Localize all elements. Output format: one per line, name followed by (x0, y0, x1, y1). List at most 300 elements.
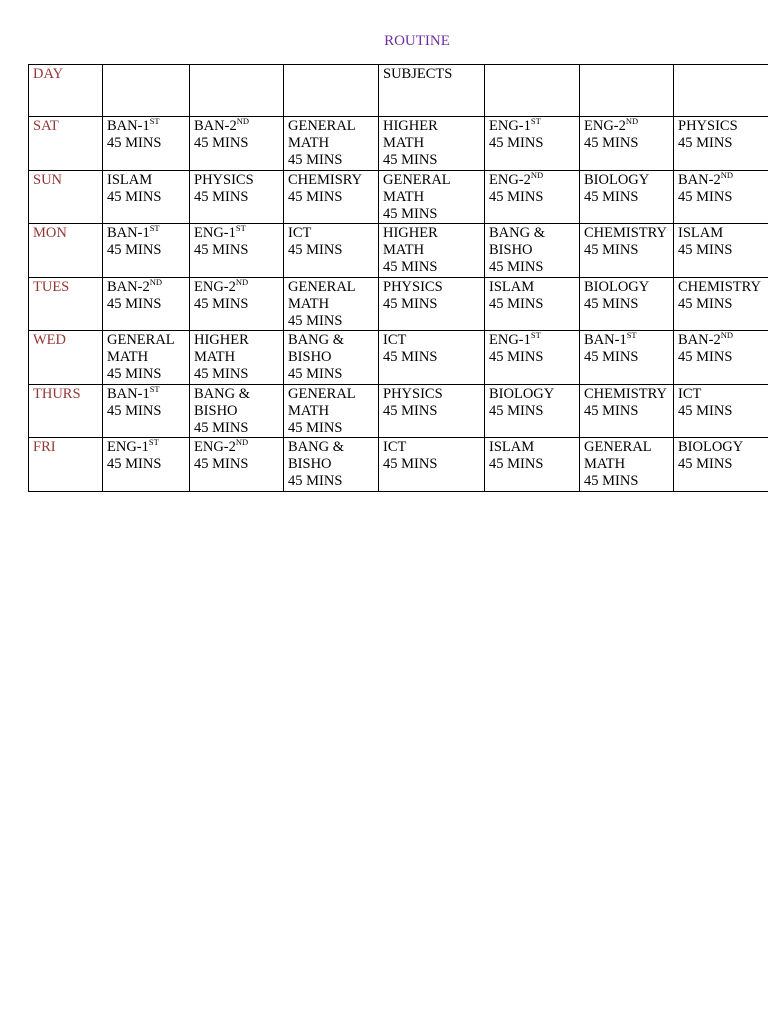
subject-cell (379, 224, 485, 278)
cell-line (107, 135, 185, 152)
cell-line (383, 439, 480, 456)
cell-text: 45 MINS (489, 456, 544, 472)
table-row (29, 277, 768, 331)
subject-cell (103, 170, 190, 224)
cell-text: 45 MINS (194, 456, 249, 472)
cell-line (383, 225, 480, 242)
cell-line (194, 349, 279, 366)
cell-line (107, 439, 185, 456)
cell-line (489, 456, 575, 473)
subject-cell (379, 438, 485, 492)
subject-cell (284, 384, 379, 438)
ordinal-suffix: ND (530, 170, 544, 180)
subject-cell (379, 117, 485, 171)
cell-text: 45 MINS (584, 473, 639, 489)
cell-line (678, 403, 768, 420)
cell-text: CHEMISTRY (584, 385, 667, 402)
cell-line (489, 189, 575, 206)
subject-cell (190, 170, 284, 224)
cell-line (489, 242, 575, 259)
cell-text: BAN-2 (678, 332, 721, 348)
subject-cell (674, 277, 768, 331)
day-label: MON (29, 224, 103, 278)
subject-cell (190, 438, 284, 492)
cell-line (288, 332, 374, 349)
cell-text: BAN-2 (678, 171, 721, 188)
cell-text: ENG-1 (194, 225, 236, 241)
cell-text: PHYSICS (383, 278, 443, 295)
cell-text: 45 MINS (107, 188, 162, 205)
day-column-header: DAY (29, 65, 103, 117)
cell-line (194, 135, 279, 152)
routine-table-body (29, 65, 768, 492)
cell-line (584, 189, 669, 206)
cell-line (678, 135, 768, 152)
cell-line (107, 403, 185, 420)
cell-text: BIOLOGY (584, 171, 650, 188)
subject-cell (284, 277, 379, 331)
subject-cell (379, 170, 485, 224)
cell-line (194, 420, 279, 437)
subject-cell (284, 170, 379, 224)
cell-line (383, 152, 480, 169)
cell-line (288, 135, 374, 152)
cell-text: ISLAM (489, 439, 535, 455)
ordinal-suffix: ST (149, 116, 160, 126)
cell-text: HIGHER (383, 225, 438, 241)
day-label: SUN (29, 170, 103, 224)
cell-text: PHYSICS (383, 385, 443, 402)
cell-line (194, 189, 279, 206)
table-row (29, 117, 768, 171)
cell-line (107, 279, 185, 296)
subject-cell (580, 170, 674, 224)
subject-cell (379, 384, 485, 438)
cell-line (489, 332, 575, 349)
cell-text: 45 MINS (194, 188, 249, 205)
cell-line (288, 456, 374, 473)
cell-text: BAN-1 (107, 118, 150, 134)
cell-text: PHYSICS (194, 171, 254, 188)
cell-text: ISLAM (107, 171, 153, 188)
cell-text: ICT (288, 225, 312, 241)
subject-cell (379, 331, 485, 385)
cell-text: GENERAL (288, 278, 356, 295)
routine-table (28, 64, 768, 492)
cell-line (107, 189, 185, 206)
cell-line (678, 296, 768, 313)
subject-cell (190, 331, 284, 385)
cell-line (383, 118, 480, 135)
cell-text: BISHO (489, 242, 533, 258)
header-cell (284, 65, 379, 117)
cell-text: 45 MINS (288, 242, 343, 258)
cell-text: 45 MINS (107, 242, 162, 258)
cell-line (584, 332, 669, 349)
cell-text: ENG-2 (584, 118, 626, 134)
cell-line (107, 332, 185, 349)
subject-cell (103, 438, 190, 492)
day-label: FRI (29, 438, 103, 492)
cell-line (194, 403, 279, 420)
cell-text: ICT (383, 439, 407, 455)
subject-cell (580, 224, 674, 278)
cell-line (678, 456, 768, 473)
cell-line (678, 242, 768, 259)
cell-text: 45 MINS (194, 242, 249, 258)
cell-text: MATH (383, 242, 425, 258)
subject-cell (674, 170, 768, 224)
cell-line (194, 172, 279, 189)
cell-line (678, 386, 768, 403)
cell-text: 45 MINS (584, 135, 639, 151)
cell-text: MATH (584, 456, 626, 472)
cell-line (489, 259, 575, 276)
cell-line (194, 242, 279, 259)
cell-line (584, 135, 669, 152)
cell-text: 45 MINS (288, 366, 343, 382)
subject-cell (580, 438, 674, 492)
cell-line (489, 349, 575, 366)
ordinal-suffix: ST (626, 330, 637, 340)
cell-line (383, 242, 480, 259)
cell-line (288, 313, 374, 330)
subject-cell (580, 277, 674, 331)
subject-cell (485, 438, 580, 492)
day-label: THURS (29, 384, 103, 438)
cell-text: 45 MINS (489, 295, 544, 312)
subject-cell (190, 117, 284, 171)
cell-line (584, 225, 669, 242)
cell-text: BANG & (489, 225, 545, 241)
cell-text: BANG & (288, 332, 344, 348)
cell-text: 45 MINS (383, 295, 438, 312)
cell-line (288, 439, 374, 456)
cell-text: BISHO (288, 456, 332, 472)
cell-text: GENERAL (383, 171, 451, 188)
subject-cell (103, 224, 190, 278)
cell-line (489, 225, 575, 242)
subject-cell (674, 224, 768, 278)
cell-text: ENG-2 (194, 278, 236, 295)
cell-line (584, 296, 669, 313)
cell-text: 45 MINS (383, 456, 438, 472)
subject-cell (284, 438, 379, 492)
cell-text: 45 MINS (584, 295, 639, 312)
cell-line (678, 189, 768, 206)
cell-text: ISLAM (489, 278, 535, 295)
cell-text: BANG & (288, 439, 344, 455)
cell-line (288, 420, 374, 437)
cell-text: 45 MINS (678, 295, 733, 312)
cell-line (489, 172, 575, 189)
cell-text: BIOLOGY (678, 439, 744, 455)
cell-line (678, 279, 768, 296)
cell-line (288, 242, 374, 259)
cell-text: ENG-2 (489, 171, 531, 188)
cell-text: ISLAM (678, 225, 724, 241)
cell-line (383, 135, 480, 152)
subject-cell (674, 384, 768, 438)
cell-line (288, 279, 374, 296)
cell-line (584, 403, 669, 420)
cell-text: ENG-1 (489, 332, 531, 348)
cell-text: 45 MINS (584, 188, 639, 205)
header-cell (580, 65, 674, 117)
cell-text: 45 MINS (678, 402, 733, 419)
table-row (29, 170, 768, 224)
cell-line (383, 456, 480, 473)
cell-text: 45 MINS (678, 349, 733, 365)
cell-line (194, 279, 279, 296)
cell-line (489, 279, 575, 296)
cell-text: 45 MINS (678, 242, 733, 258)
cell-text: 45 MINS (288, 473, 343, 489)
day-label: TUES (29, 277, 103, 331)
ordinal-suffix: ST (530, 116, 541, 126)
cell-line (107, 242, 185, 259)
cell-text: 45 MINS (584, 402, 639, 419)
cell-line (678, 172, 768, 189)
cell-line (678, 225, 768, 242)
cell-text: GENERAL (288, 385, 356, 402)
subject-cell (674, 331, 768, 385)
cell-line (489, 403, 575, 420)
subject-cell (485, 331, 580, 385)
cell-line (584, 349, 669, 366)
cell-line (288, 118, 374, 135)
cell-text: ICT (383, 332, 407, 348)
cell-text: 45 MINS (489, 135, 544, 151)
table-row (29, 331, 768, 385)
cell-line (489, 439, 575, 456)
subject-cell (485, 117, 580, 171)
day-label: SAT (29, 117, 103, 171)
cell-line (678, 349, 768, 366)
cell-text: GENERAL (288, 118, 356, 134)
cell-text: CHEMISTRY (584, 225, 667, 241)
cell-line (194, 118, 279, 135)
cell-line (489, 386, 575, 403)
subject-cell (580, 331, 674, 385)
ordinal-suffix: ST (530, 330, 541, 340)
subject-cell (284, 117, 379, 171)
cell-text: 45 MINS (489, 259, 544, 275)
cell-line (194, 456, 279, 473)
cell-text: 45 MINS (489, 188, 544, 205)
subject-cell (103, 277, 190, 331)
cell-line (194, 332, 279, 349)
cell-line (288, 473, 374, 490)
cell-line (288, 366, 374, 383)
ordinal-suffix: ND (235, 437, 249, 447)
cell-line (288, 349, 374, 366)
cell-line (489, 135, 575, 152)
cell-text: 45 MINS (383, 259, 438, 275)
cell-line (678, 118, 768, 135)
cell-line (288, 225, 374, 242)
cell-text: 45 MINS (288, 419, 343, 436)
cell-line (194, 366, 279, 383)
cell-line (107, 349, 185, 366)
ordinal-suffix: ST (149, 384, 160, 394)
subject-cell (284, 331, 379, 385)
cell-text: ENG-1 (107, 439, 149, 455)
cell-text: 45 MINS (194, 366, 249, 382)
subject-cell (103, 331, 190, 385)
ordinal-suffix: ND (149, 277, 162, 287)
cell-text: 45 MINS (107, 135, 162, 151)
cell-text: 45 MINS (678, 456, 733, 472)
cell-line (288, 189, 374, 206)
cell-text: CHEMISRY (288, 171, 363, 188)
cell-line (107, 225, 185, 242)
cell-text: 45 MINS (194, 419, 249, 436)
subject-cell (485, 384, 580, 438)
cell-line (584, 242, 669, 259)
cell-text: 45 MINS (288, 152, 343, 168)
page-title: ROUTINE (384, 33, 450, 49)
cell-text: 45 MINS (678, 188, 733, 205)
subject-cell (674, 438, 768, 492)
cell-line (288, 403, 374, 420)
cell-text: 45 MINS (584, 242, 639, 258)
cell-line (584, 172, 669, 189)
cell-text: 45 MINS (107, 402, 162, 419)
cell-line (383, 332, 480, 349)
cell-line (584, 473, 669, 490)
cell-line (678, 439, 768, 456)
cell-line (383, 279, 480, 296)
cell-text: BIOLOGY (584, 278, 650, 295)
cell-text: BISHO (288, 349, 332, 365)
cell-text: BAN-2 (194, 118, 237, 134)
cell-text: ENG-1 (489, 118, 531, 134)
cell-text: 45 MINS (288, 312, 343, 329)
ordinal-suffix: ST (148, 437, 159, 447)
cell-text: ENG-2 (194, 439, 236, 455)
header-cell (485, 65, 580, 117)
subject-cell (485, 224, 580, 278)
cell-text: 45 MINS (194, 135, 249, 151)
subject-cell (190, 384, 284, 438)
cell-text: ICT (678, 385, 702, 402)
header-cell (190, 65, 284, 117)
ordinal-suffix: ST (235, 223, 246, 233)
cell-text: HIGHER (194, 332, 249, 348)
subject-cell (190, 277, 284, 331)
cell-text: MATH (383, 188, 425, 205)
cell-line (107, 366, 185, 383)
cell-text: BAN-2 (107, 278, 150, 295)
cell-line (288, 386, 374, 403)
cell-text: CHEMISTRY (678, 278, 761, 295)
cell-line (107, 456, 185, 473)
cell-line (194, 296, 279, 313)
cell-line (194, 386, 279, 403)
subjects-header: SUBJECTS (379, 65, 485, 117)
header-cell (674, 65, 768, 117)
cell-line (383, 189, 480, 206)
ordinal-suffix: ND (720, 330, 733, 340)
cell-text: 45 MINS (584, 349, 639, 365)
cell-text: 45 MINS (678, 135, 733, 151)
cell-text: 45 MINS (107, 456, 162, 472)
cell-text: GENERAL (584, 439, 652, 455)
cell-text: MATH (288, 135, 330, 151)
ordinal-suffix: ND (720, 170, 733, 180)
cell-text: MATH (383, 135, 425, 151)
cell-text: BISHO (194, 402, 238, 419)
cell-line (383, 259, 480, 276)
cell-text: 45 MINS (489, 349, 544, 365)
subject-cell (580, 117, 674, 171)
cell-text: MATH (288, 295, 330, 312)
cell-line (383, 349, 480, 366)
header-row (29, 65, 768, 117)
cell-text: 45 MINS (107, 366, 162, 382)
ordinal-suffix: ST (149, 223, 160, 233)
cell-line (194, 439, 279, 456)
subject-cell (284, 224, 379, 278)
day-label: WED (29, 331, 103, 385)
cell-line (489, 296, 575, 313)
subject-cell (580, 384, 674, 438)
cell-text: BAN-1 (107, 225, 150, 241)
ordinal-suffix: ND (235, 277, 249, 287)
cell-text: MATH (288, 402, 330, 419)
cell-line (288, 152, 374, 169)
cell-text: BAN-1 (584, 332, 627, 348)
cell-text: 45 MINS (107, 295, 162, 312)
cell-line (678, 332, 768, 349)
cell-line (584, 456, 669, 473)
ordinal-suffix: ND (236, 116, 249, 126)
cell-line (584, 118, 669, 135)
cell-text: HIGHER (383, 118, 438, 134)
cell-text: BIOLOGY (489, 385, 555, 402)
cell-line (584, 386, 669, 403)
subject-cell (103, 117, 190, 171)
subject-cell (379, 277, 485, 331)
cell-text: MATH (107, 349, 149, 365)
table-row (29, 384, 768, 438)
cell-text: PHYSICS (678, 118, 738, 134)
cell-text: 45 MINS (383, 402, 438, 419)
cell-line (194, 225, 279, 242)
cell-line (383, 206, 480, 223)
header-cell (103, 65, 190, 117)
cell-line (107, 118, 185, 135)
cell-text: 45 MINS (194, 295, 249, 312)
cell-line (107, 386, 185, 403)
cell-line (383, 403, 480, 420)
cell-text: 45 MINS (489, 402, 544, 419)
cell-text: 45 MINS (383, 152, 438, 168)
cell-line (489, 118, 575, 135)
subject-cell (674, 117, 768, 171)
cell-text: BAN-1 (107, 385, 150, 402)
cell-text: 45 MINS (288, 188, 343, 205)
cell-line (584, 279, 669, 296)
cell-text: 45 MINS (383, 349, 438, 365)
cell-line (584, 439, 669, 456)
cell-line (288, 296, 374, 313)
subject-cell (190, 224, 284, 278)
table-row (29, 224, 768, 278)
cell-line (107, 296, 185, 313)
cell-text: 45 MINS (383, 205, 438, 222)
